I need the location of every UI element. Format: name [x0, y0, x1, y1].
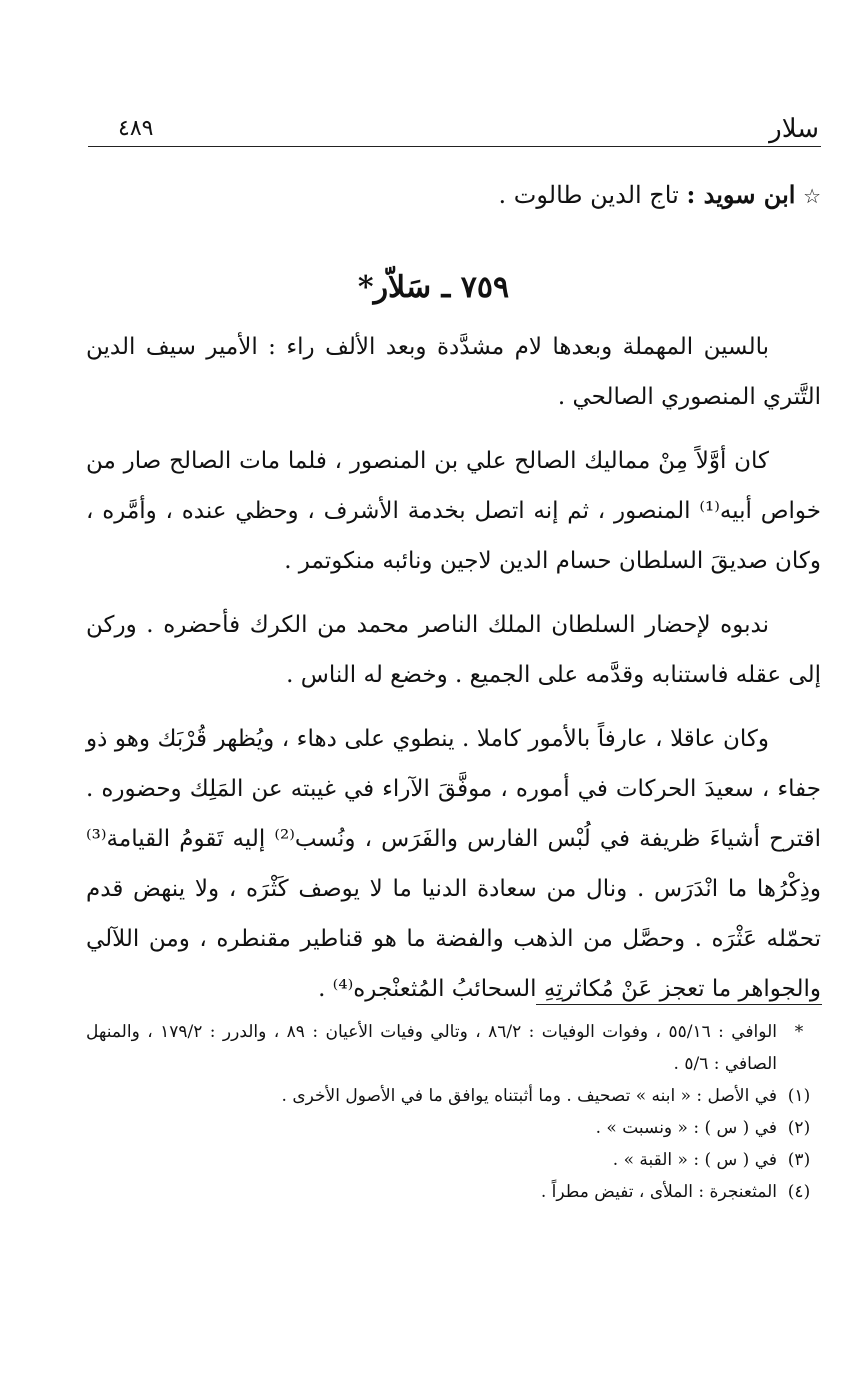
entry-title: ٧٥٩ ـ سَلاّر*: [357, 270, 510, 305]
footnote: [86, 1112, 821, 1144]
cross-reference: [221, 178, 821, 213]
paragraph-text: بالسين المهملة وبعدها لام مشدَّدة وبعد الألف راء : الأمير سيف الدين التَّتري المنصوري الصالحي .: [86, 334, 821, 410]
footnote-divider: [536, 1004, 822, 1005]
entry-body: [86, 322, 821, 1028]
footnote: [86, 1080, 821, 1112]
paragraph: [86, 436, 821, 586]
paragraph: [86, 322, 821, 422]
footnote: [86, 1016, 821, 1080]
footnote-mark: (١): [787, 1086, 811, 1106]
crossref-name: ابن سويد :: [686, 180, 796, 209]
footnote: [86, 1176, 821, 1208]
crossref-target: تاج الدين طالوت .: [498, 181, 679, 209]
footnote-mark: (٣): [787, 1150, 811, 1170]
running-title: سلار: [769, 114, 819, 144]
star-icon: ☆: [803, 184, 821, 208]
running-header: [88, 112, 821, 147]
paragraph: [86, 600, 821, 700]
footnote-text: الوافي : ٥٥/١٦ ، وفوات الوفيات : ٨٦/٢ ، وتالي وفيات الأعيان : ٨٩ ، والدرر : ١٧٩/٢ ، والمنهل الصافي : ٥/٦ .: [86, 1022, 777, 1074]
footnote-text: المثعنجرة : الملأى ، تفيض مطراً .: [540, 1182, 777, 1202]
page-number: ٤٨٩: [118, 116, 154, 141]
footnote-text: في ( س ) : « القبة » .: [612, 1150, 777, 1170]
paragraph: [86, 714, 821, 1014]
footnote-mark: (٢): [787, 1118, 811, 1138]
footnote-mark: (٤): [787, 1182, 811, 1202]
footnotes: [86, 1016, 821, 1208]
footnote-mark: *: [794, 1022, 804, 1042]
footnote-text: في الأصل : « ابنه » تصحيف . وما أثبتناه يوافق ما في الأصول الأخرى .: [281, 1086, 777, 1106]
footnote-text: في ( س ) : « ونسبت » .: [595, 1118, 777, 1138]
paragraph-text: كان أوَّلاً مِنْ مماليك الصالح علي بن المنصور ، فلما مات الصالح صار من خواص أبيه⁽¹⁾ المنصور ، ثم إنه اتصل بخدمة الأشرف ، وحظي عنده ، وأمَّره ، وكان صديقَ السلطان حسام الدين لاجين ونائبه منكوتمر .: [86, 448, 821, 574]
footnote: [86, 1144, 821, 1176]
paragraph-text: وكان عاقلا ، عارفاً بالأمور كاملا . ينطوي على دهاء ، ويُظهر قُرْبَك وهو ذو جفاء ، سعيدَ الحركات في أموره ، موفَّقَ الآراء في غيبته عن المَلِك وحضوره . اقترح أشياءَ ظريفة في لُبْس الفارس والفَرَس ، ونُسب⁽²⁾ إليه تَقومُ القيامة⁽³⁾ وذِكْرُها ما انْدَرَس . ونال من سعادة الدنيا ما لا يوصف كَثْرَه ، ولا ينهض قدم تحمّله عَثْرَه . وحصَّل من الذهب والفضة ما هو قناطير مقنطره ، ومن اللآلي والجواهر ما تعجز عَنْ مُكاثرتِهِ السحائبُ المُثعنْجره⁽⁴⁾ .: [86, 726, 821, 1002]
paragraph-text: ندبوه لإحضار السلطان الملك الناصر محمد من الكرك فأحضره . وركن إلى عقله فاستنابه وقدَّمه على الجميع . وخضع له الناس .: [86, 612, 821, 688]
